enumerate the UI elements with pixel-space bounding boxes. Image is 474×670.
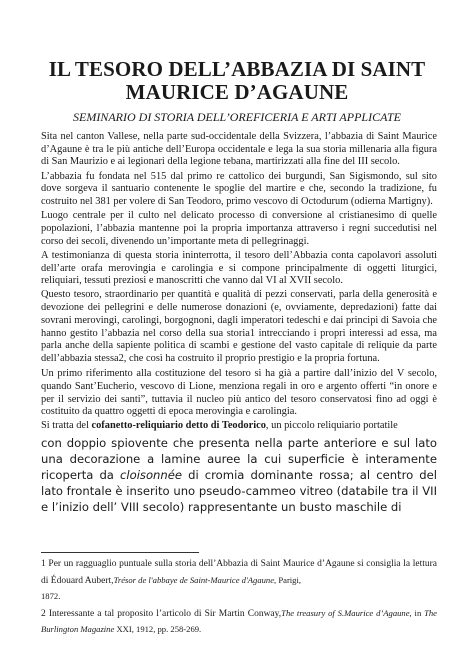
bold-phrase: cofanetto-reliquiario detto di Teodorico <box>91 420 266 432</box>
paragraph: Questo tesoro, straordinario per quantità e qualità di pezzi conservati, parla della generosità e devozione dei pellegrini e delle numerose donazioni (e, ovviamente, depredazioni) fatte dai sovrani merovingi, carolingi, borgognoni, dagli imperatori tedeschi e dai principi di Savoia che hanno gestito l’abbazia nel corso della sua storia1 intrecciando i propri interessi ad essa, ma parla anche della sapiente politica di scambi e gestione del vasto capitale di reliquie da parte dell’abbazia stessa2, che così ha costruito il proprio prestigio e la propria fortuna. <box>41 289 437 364</box>
paragraph-lead: Si tratta del <box>41 420 92 432</box>
footnote-1-year: 1872. <box>41 591 61 602</box>
footnote-2-text: 2 Interessante a tal proposito l’articolo di Sir Martin Conway, <box>41 608 282 619</box>
footnote-2-journal: The Burlington Magazine <box>41 607 437 635</box>
italic-term: cloisonnée <box>120 467 183 482</box>
footnote-divider <box>41 552 199 553</box>
paragraph: Luogo centrale per il culto nel delicato processo di conversione al cristianesimo di quelle popolazioni, l’abbazia mantenne poi la propria importanza attraverso i regni succedutisi nel corso dei secoli, divenendo un’importante meta di pellegrinaggi. <box>41 210 437 247</box>
footnote-1 <box>41 557 437 606</box>
sans-text-2: di cromia dominante rossa; al centro del lato frontale è inserito uno pseudo-cammeo vitreo (databile tra il VII e l’inizio dell’ VIII secolo) rappresentante un busto maschile di <box>41 467 438 515</box>
footnotes <box>41 552 437 639</box>
footnote-2-title: The treasury of S.Maurice d’Agaune <box>281 607 410 618</box>
paragraph: A testimonianza di questa storia ininterrotta, il tesoro dell’Abbazia conta capolavori assoluti dell’arte orafa merovingia e carolingia e si compone principalmente di oggetti liturgici, reliquiari, tessuti preziosi e manoscritti che vanno dal VI al XVII secolo. <box>41 249 437 287</box>
paragraph: Sita nel canton Vallese, nella parte sud-occidentale della Svizzera, l’abbazia di Saint Maurice d’Agaune è tra le più antiche dell’Europa occidentale e lega la sua storia millenaria alla figura di San Maurizio e ai legionari della legione tebana, martirizzati alla fine del III secolo. <box>41 131 437 168</box>
footnote-2-tail: XXI, 1912, pp. 258-269. <box>114 624 202 635</box>
document-subtitle: SEMINARIO DI STORIA DELL’OREFICERIA E ARTI APPLICATE <box>73 110 401 124</box>
sans-text: con doppio spiovente che presenta nella parte anteriore e sul lato una decorazione a lamine auree la cui superficie è interamente ricoperta da <box>41 435 437 482</box>
paragraph: Un primo riferimento alla costituzione del tesoro si ha già a partire dall’inizio del V secolo, quando Sant’Eucherio, vescovo di Lione, menziona regali in oro e argento offerti “in onore e per il servizio dei santi”, tuttavia il nucleo più antico del tesoro conservatosi fino ad oggi è costituito da quattro oggetti di epoca merovingia e carolingia. <box>41 368 437 418</box>
footnote-2 <box>41 606 437 639</box>
footnote-1-text: 1 Per un ragguaglio puntuale sulla storia dell’Abbazia di Saint Maurice d’Agaune si consiglia la lettura di Édouard Aubert, <box>41 559 437 586</box>
footnote-1-title: Trésor de l'abbaye de Saint-Maurice d'Agaune <box>113 574 275 585</box>
footnote-2-in: , in <box>409 607 425 618</box>
paragraph: L’abbazia fu fondata nel 515 dal primo re cattolico dei burgundi, San Sigismondo, sul sito dove sorgeva il santuario contenente le spoglie del martire e che, secondo la tradizione, fu costruito nel 381 per volere di San Teodoro, primo vescovo di Octodurum (odierna Martigny). <box>41 170 437 208</box>
footnote-1-place: , Parigi, <box>274 574 302 585</box>
document-title: IL TESORO DELL’ABBAZIA DI SAINT MAURICE D’AGAUNE <box>48 57 426 104</box>
sans-serif-passage <box>41 435 437 515</box>
paragraph-last <box>41 420 437 433</box>
document-body <box>41 131 437 515</box>
paragraph-tail: , un piccolo reliquiario portatile <box>265 420 398 432</box>
